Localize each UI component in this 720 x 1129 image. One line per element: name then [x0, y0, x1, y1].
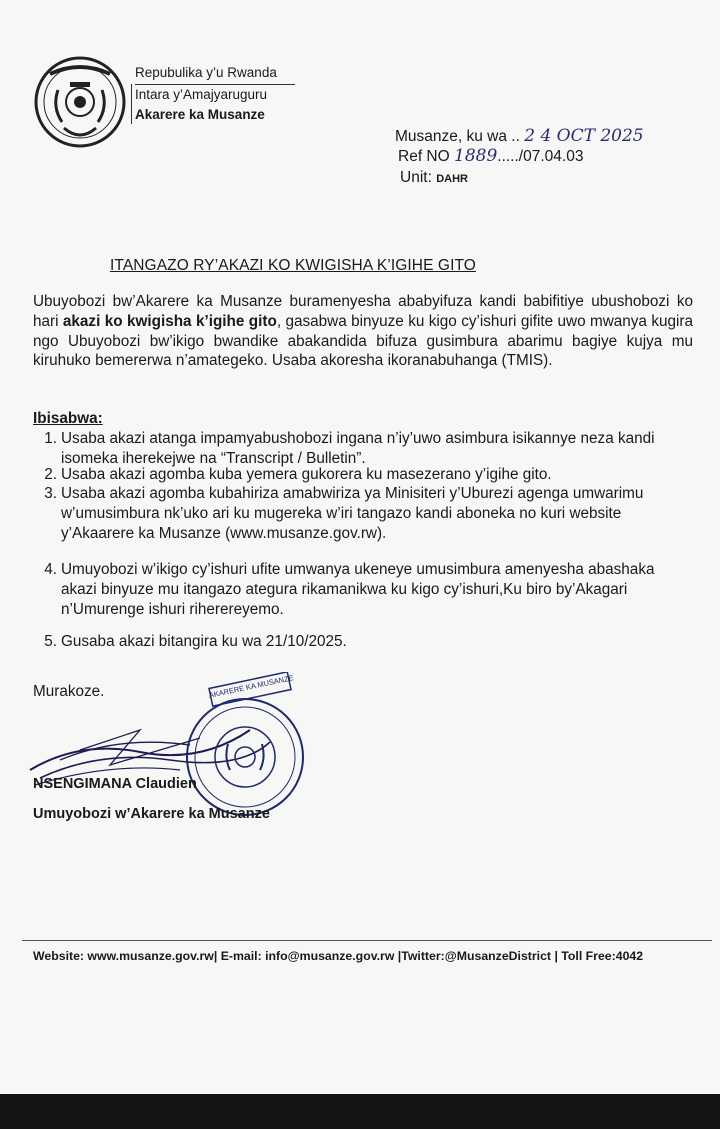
- list-item-text: Gusaba akazi bitangira ku wa 21/10/2025.: [61, 633, 347, 650]
- unit-label: Unit:: [400, 169, 432, 186]
- requirements-heading: Ibisabwa:: [33, 410, 103, 427]
- list-item: [33, 465, 673, 485]
- date-handwritten: 2 4 OCT 2025: [524, 126, 644, 146]
- header-republic: Repubulika y’u Rwanda: [135, 65, 277, 80]
- list-item-text: Umuyobozi w’ikigo cy’ishuri ufite umwanya ukeneye umusimbura amenyesha abashaka akazi binyuze mu itangazo ategura rikamanikwa ku kigo cy’ishuri,Ku biro by’Akagari n’Umurenge ishuri riherereyemo.: [61, 561, 655, 618]
- date-line: [395, 126, 644, 147]
- intro-paragraph: [33, 292, 693, 371]
- list-item: [33, 484, 673, 544]
- list-item-text: Usaba akazi agomba kuba yemera gukorera ku masezerano y’igihe gito.: [61, 466, 552, 483]
- reference-line: [398, 146, 583, 167]
- ref-handwritten: 1889: [454, 146, 498, 166]
- intro-text-2: , gasabwa binyuze ku kigo cy’ishuri gifite uwo mwanya kugira ngo Ubuyobozi bw’ikigo bwandike abakandida bifuza gusimbura abarimu bagiye kujya mu kiruhuko bemererwa n’amategeko. Usaba akoresha ikoranabuhanga (TMIS).: [33, 312, 693, 370]
- intro-text-1: Ubuyobozi bw’Akarere ka Musanze buramenyesha ababyifuza kandi babifitiye ubushobozi ko hari: [33, 293, 693, 330]
- closing-text: Murakoze.: [33, 683, 105, 700]
- signer-name: NSENGIMANA Claudien: [33, 776, 197, 792]
- header-province: Intara y’Amajyaruguru: [135, 87, 268, 102]
- list-item: [33, 560, 673, 620]
- list-item-number: 3.: [44, 485, 57, 502]
- header-underline: [135, 84, 295, 85]
- unit-line: [400, 168, 468, 189]
- date-label: Musanze, ku wa ..: [395, 128, 520, 145]
- list-item-number: 5.: [44, 633, 57, 650]
- list-item: [33, 429, 673, 469]
- intro-bold: akazi ko kwigisha k’igihe gito: [62, 312, 277, 330]
- ref-suffix: ...../07.04.03: [497, 148, 584, 165]
- header-divider: [131, 84, 132, 124]
- rwanda-coat-of-arms-icon: [30, 52, 130, 152]
- list-item-number: 2.: [44, 466, 57, 483]
- bottom-black-bar: [0, 1094, 720, 1129]
- list-item-number: 1.: [44, 430, 57, 447]
- unit-value: DAHR: [436, 173, 468, 185]
- footer-divider: [22, 940, 712, 941]
- ref-label: Ref NO: [398, 148, 450, 165]
- list-item: [33, 632, 673, 652]
- signer-role: Umuyobozi w’Akarere ka Musanze: [33, 806, 270, 822]
- stamp-text: AKARERE KA MUSANZE: [208, 673, 295, 700]
- footer-contacts: Website: www.musanze.gov.rw| E-mail: info@musanze.gov.rw |Twitter:@MusanzeDistrict | Toll Free:4042: [33, 949, 644, 963]
- list-item-text: Usaba akazi agomba kubahiriza amabwiriza ya Minisiteri y’Uburezi agenga umwarimu w’umusimbura nk’uko ari ku mugereka w’iri tangazo kandi aboneka no kuri website y’Akaarere ka Musanze (www.musanze.gov.rw).: [61, 485, 644, 542]
- list-item-text: Usaba akazi atanga impamyabushobozi ingana n’iy’uwo asimbura isikannye neza kandi isomeka iherekejwe na “Transcript / Bulletin”.: [61, 430, 655, 467]
- list-item-number: 4.: [44, 561, 57, 578]
- header-district: Akarere ka Musanze: [135, 107, 265, 122]
- document-title: ITANGAZO RY’AKAZI KO KWIGISHA K’IGIHE GITO: [110, 257, 476, 274]
